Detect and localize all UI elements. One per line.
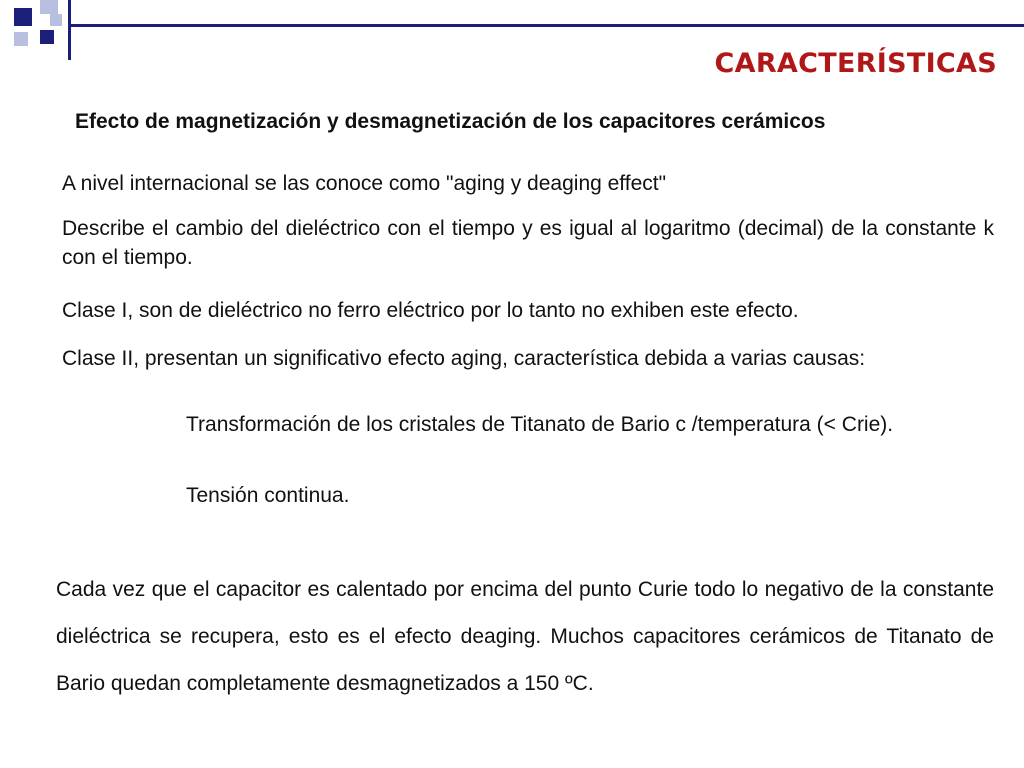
paragraph-class-one: Clase I, son de dieléctrico no ferro eléctrico por lo tanto no exhiben este efecto. <box>62 299 799 322</box>
ornament-square <box>40 0 58 14</box>
slide-title: CARACTERÍSTICAS <box>714 48 997 79</box>
ornament-square <box>40 30 54 44</box>
header-rule <box>68 24 1024 27</box>
ornament-square <box>14 8 32 26</box>
sub-item-dc-voltage: Tensión continua. <box>186 484 350 507</box>
paragraph-description: Describe el cambio del dieléctrico con el tiempo y es igual al logaritmo (decimal) de la constante k con el tiempo. <box>62 217 994 269</box>
paragraph-aging-name: A nivel internacional se las conoce como "aging y deaging effect" <box>62 172 667 195</box>
ornament-square <box>14 32 28 46</box>
ornament-square <box>50 14 62 26</box>
closing-paragraph: Cada vez que el capacitor es calentado por encima del punto Curie todo lo negativo de la constante dieléctrica se recupera, esto es el efecto deaging. Muchos capacitores cerámicos de Titanato de Bario quedan completamente desmagnetizados a 150 ºC. <box>56 578 994 695</box>
paragraph-class-two: Clase II, presentan un significativo efecto aging, característica debida a varias causas: <box>62 347 866 370</box>
sub-item-transformation: Transformación de los cristales de Titanato de Bario c /temperatura (< Crie). <box>186 413 894 436</box>
header-vertical-rule <box>68 0 71 60</box>
slide-subtitle: Efecto de magnetización y desmagnetización de los capacitores cerámicos <box>75 110 826 133</box>
